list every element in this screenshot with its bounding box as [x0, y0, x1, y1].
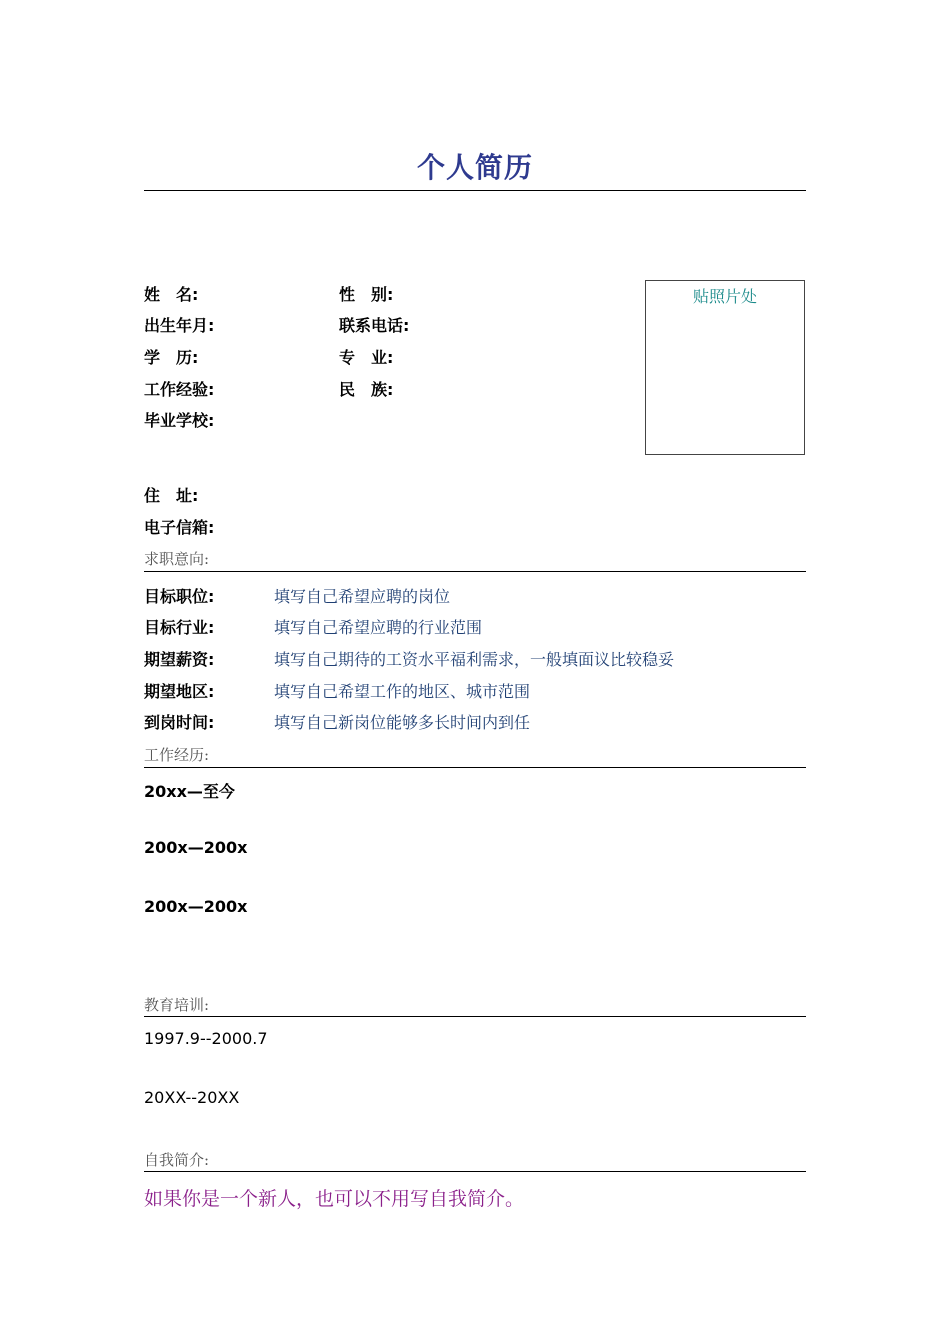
expected-salary-value: 填写自己期待的工资水平福利需求，一般填面议比较稳妥 — [274, 650, 675, 669]
target-industry-value: 填写自己希望应聘的行业范围 — [274, 618, 483, 637]
education-period: 1997.9--2000.7 — [144, 1029, 268, 1048]
ethnicity-label: 民 族: — [339, 380, 394, 399]
work-period: 200x—200x — [144, 897, 248, 916]
school-label: 毕业学校: — [144, 411, 215, 430]
education-level-label: 学 历: — [144, 348, 199, 367]
job-intention-heading: 求职意向: — [144, 550, 210, 568]
title-divider — [144, 190, 806, 191]
work-period: 20xx—至今 — [144, 782, 235, 801]
start-time-value: 填写自己新岗位能够多长时间内到任 — [274, 713, 531, 732]
phone-label: 联系电话: — [339, 316, 410, 335]
self-intro-text: 如果你是一个新人，也可以不用写自我简介。 — [144, 1188, 525, 1210]
photo-placeholder-box — [645, 280, 805, 455]
birth-label: 出生年月: — [144, 316, 215, 335]
experience-label: 工作经验: — [144, 380, 215, 399]
expected-region-value: 填写自己希望工作的地区、城市范围 — [274, 682, 531, 701]
education-divider — [144, 1016, 806, 1017]
name-label: 姓 名: — [144, 285, 199, 304]
work-period: 200x—200x — [144, 838, 248, 857]
expected-region-label: 期望地区: — [144, 682, 215, 701]
work-experience-heading: 工作经历: — [144, 746, 210, 764]
major-label: 专 业: — [339, 348, 394, 367]
self-intro-divider — [144, 1171, 806, 1172]
page-title: 个人简历 — [416, 151, 533, 184]
email-label: 电子信箱: — [144, 518, 215, 537]
gender-label: 性 别: — [339, 285, 394, 304]
photo-placeholder-label: 贴照片处 — [692, 287, 757, 306]
education-period: 20XX--20XX — [144, 1088, 240, 1107]
target-industry-label: 目标行业: — [144, 618, 215, 637]
education-heading: 教育培训: — [144, 996, 210, 1014]
work-experience-divider — [144, 767, 806, 768]
start-time-label: 到岗时间: — [144, 713, 215, 732]
target-position-label: 目标职位: — [144, 587, 215, 606]
target-position-value: 填写自己希望应聘的岗位 — [274, 587, 451, 606]
address-label: 住 址: — [144, 486, 199, 505]
self-intro-heading: 自我简介: — [144, 1151, 210, 1169]
expected-salary-label: 期望薪资: — [144, 650, 215, 669]
job-intention-divider — [144, 571, 806, 572]
